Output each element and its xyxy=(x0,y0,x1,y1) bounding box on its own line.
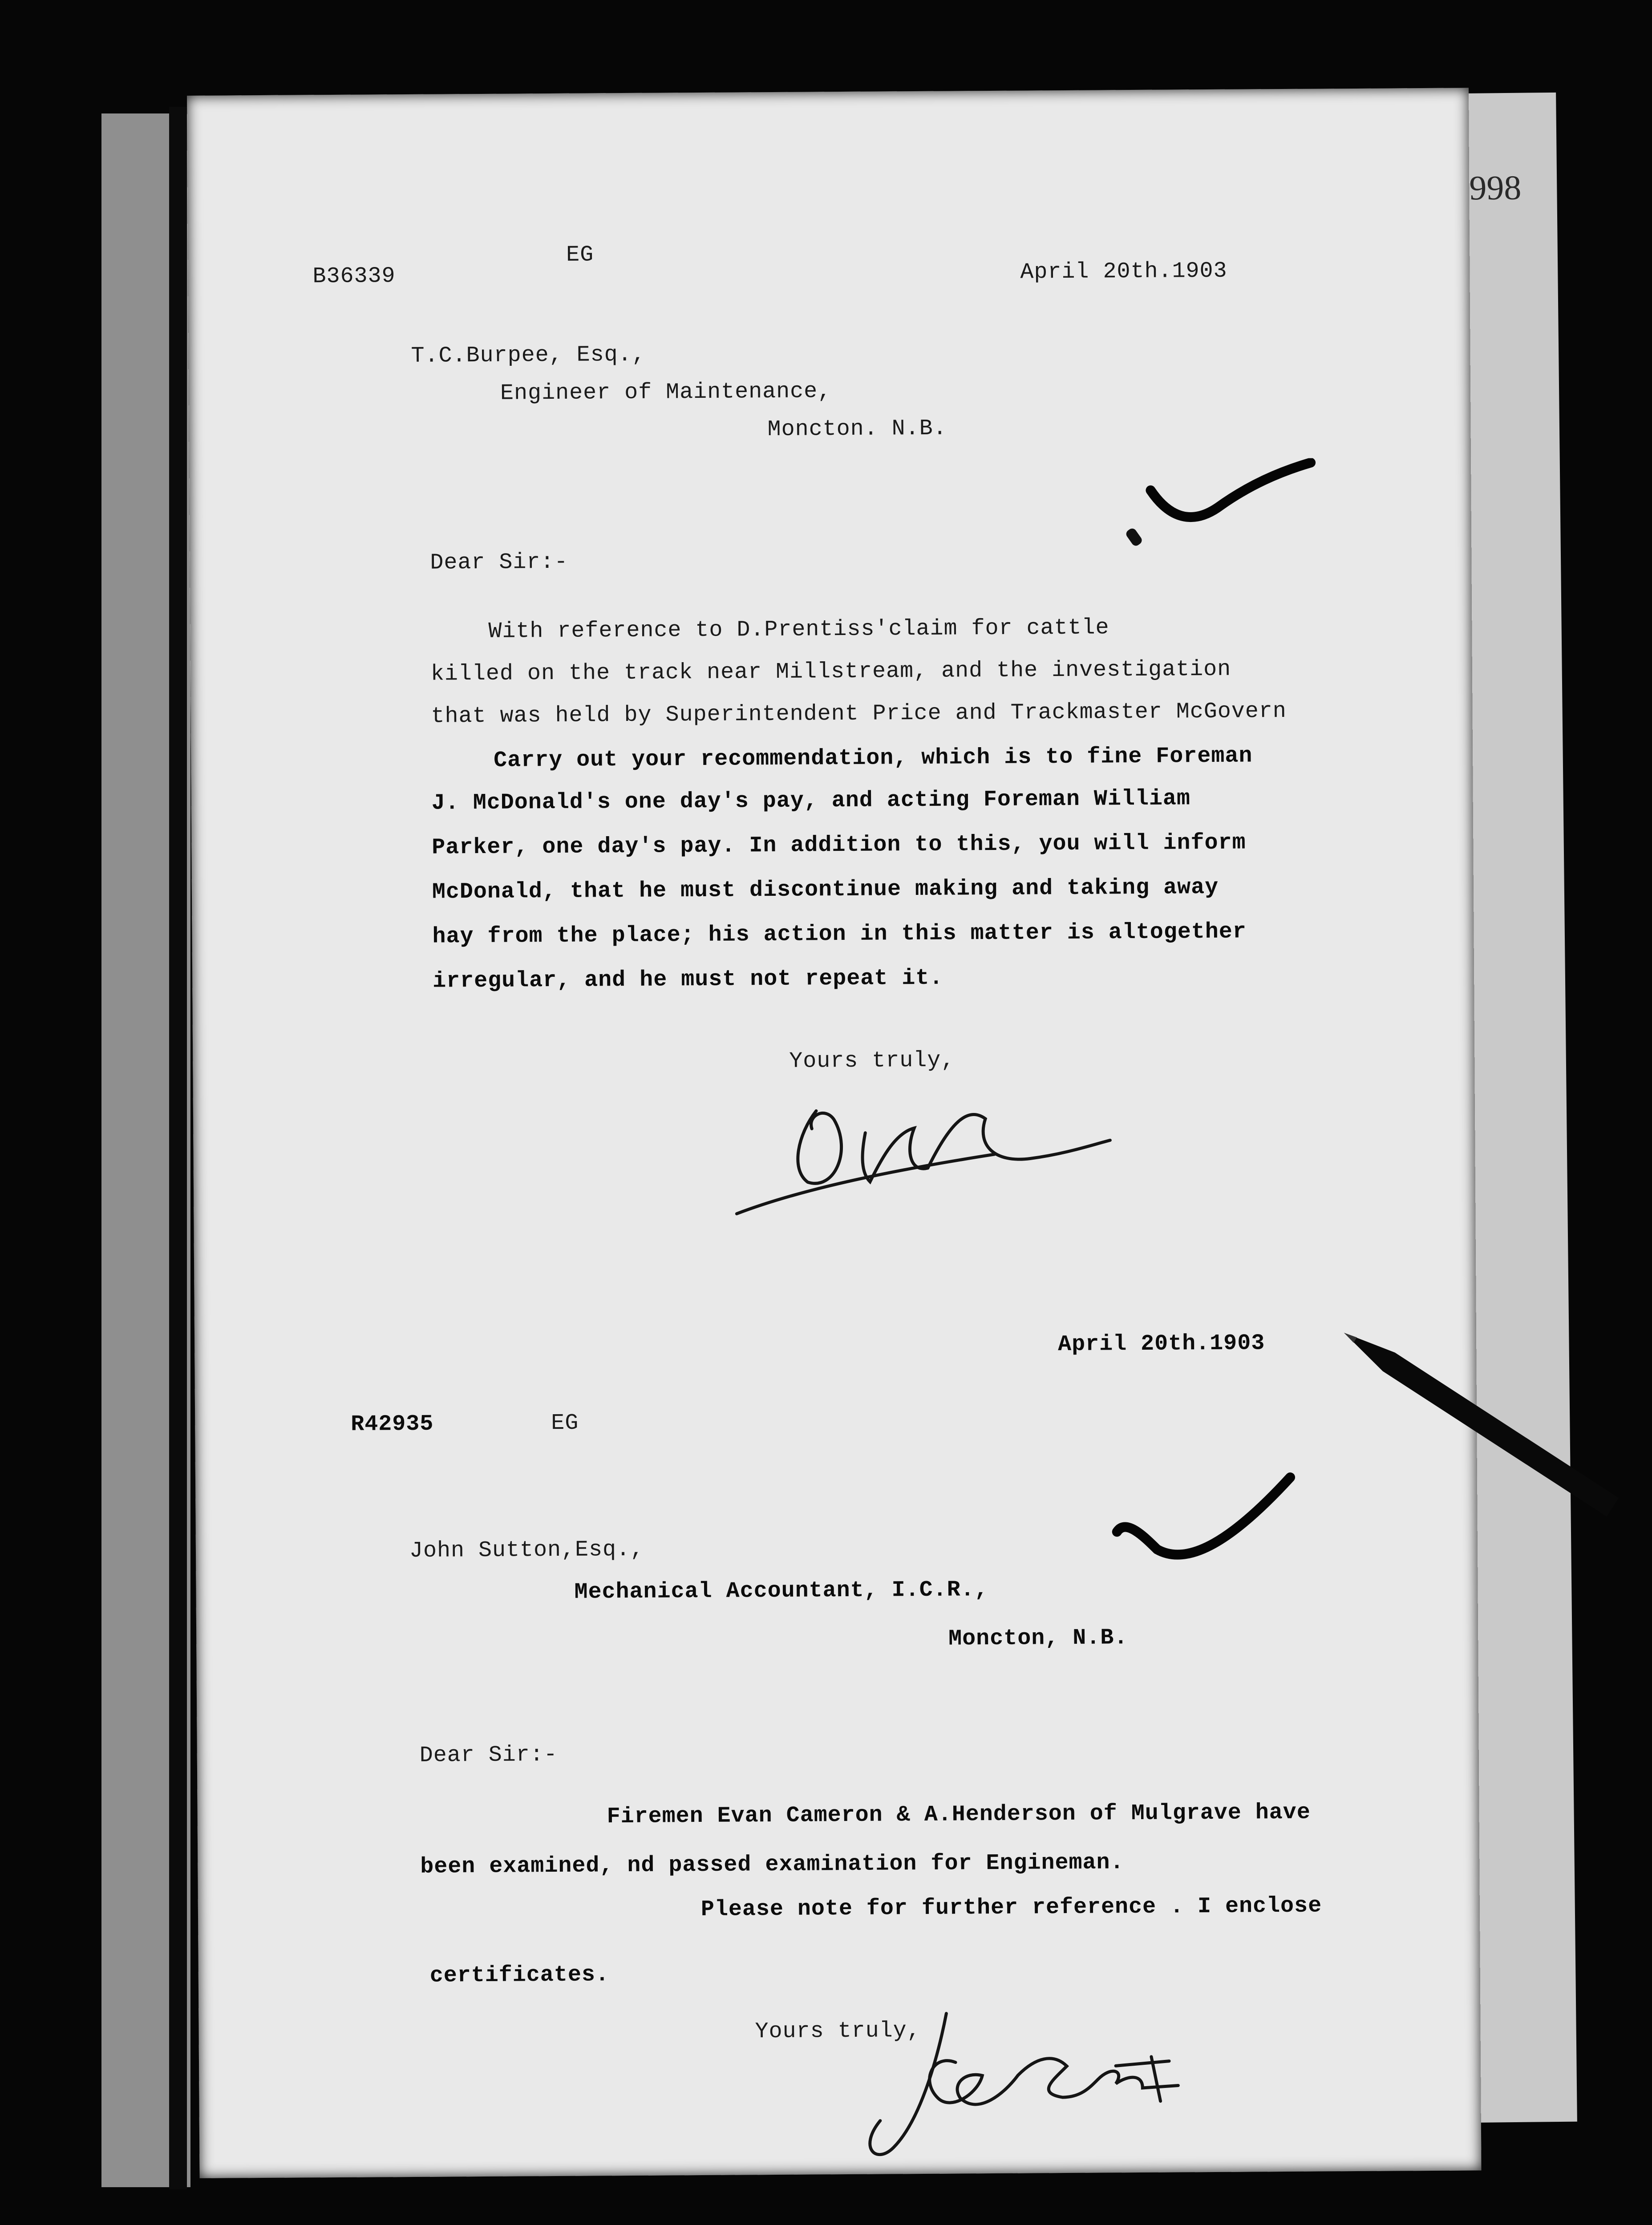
letter2-recipient-place: Moncton, N.B. xyxy=(948,1625,1128,1652)
letter2-ref: R42935 xyxy=(351,1411,434,1437)
letter1-closing: Yours truly, xyxy=(789,1048,955,1074)
letter1-line-7: McDonald, that he must discontinue making and taking away xyxy=(432,874,1219,905)
letter1-salutation: Dear Sir:- xyxy=(430,549,568,576)
letter1-initials: EG xyxy=(566,242,594,268)
letter1-line-2: killed on the track near Millstream, and the investigation xyxy=(430,656,1231,687)
letter1-check-mark xyxy=(1133,458,1320,539)
letter2-line-2: been examined, nd passed examination for Engineman. xyxy=(420,1850,1124,1880)
letter2-initials: EG xyxy=(551,1410,579,1436)
letter1-ref: B36339 xyxy=(312,263,396,290)
letter1-line-6: Parker, one day's pay. In addition to this, you will inform xyxy=(432,830,1246,861)
letter2-date: April 20th.1903 xyxy=(1058,1331,1265,1358)
page-number: 998 xyxy=(1469,168,1522,207)
letter1-date: April 20th.1903 xyxy=(1020,258,1227,285)
letter1-signature xyxy=(718,1078,1164,1232)
letter2-line-4: certificates. xyxy=(429,1962,610,1989)
letter1-line-8: hay from the place; his action in this matter is altogether xyxy=(432,919,1247,950)
letter2-salutation: Dear Sir:- xyxy=(419,1742,558,1768)
letter2-recipient-title: Mechanical Accountant, I.C.R., xyxy=(574,1577,988,1605)
letter2-signature xyxy=(804,1985,1250,2175)
page-gutter xyxy=(169,107,187,2189)
letter2-recipient-name: John Sutton,Esq., xyxy=(409,1537,644,1564)
letter1-recipient-title: Engineer of Maintenance, xyxy=(500,379,832,406)
letter2-line-1: Firemen Evan Cameron & A.Henderson of Mulgrave have xyxy=(607,1800,1311,1830)
letter1-line-9: irregular, and he must not repeat it. xyxy=(432,965,943,994)
letter1-line-4: Carry out your recommendation, which is to fine Foreman xyxy=(493,743,1253,773)
letter1-line-5: J. McDonald's one day's pay, and acting Foreman William xyxy=(431,786,1191,816)
letter2-line-3: Please note for further reference . I enclose xyxy=(700,1893,1322,1923)
letter1-line-3: that was held by Superintendent Price and Trackmaster McGovern xyxy=(431,698,1287,729)
letter1-recipient-name: T.C.Burpee, Esq., xyxy=(411,342,646,369)
letterbook-page xyxy=(187,88,1522,2178)
letter2-check-mark xyxy=(1099,1460,1304,1577)
letter1-line-1: With reference to D.Prentiss'claim for cattle xyxy=(488,615,1109,644)
letter2-closing: Yours truly, xyxy=(755,2018,921,2045)
letter1-recipient-place: Moncton. N.B. xyxy=(767,416,947,443)
